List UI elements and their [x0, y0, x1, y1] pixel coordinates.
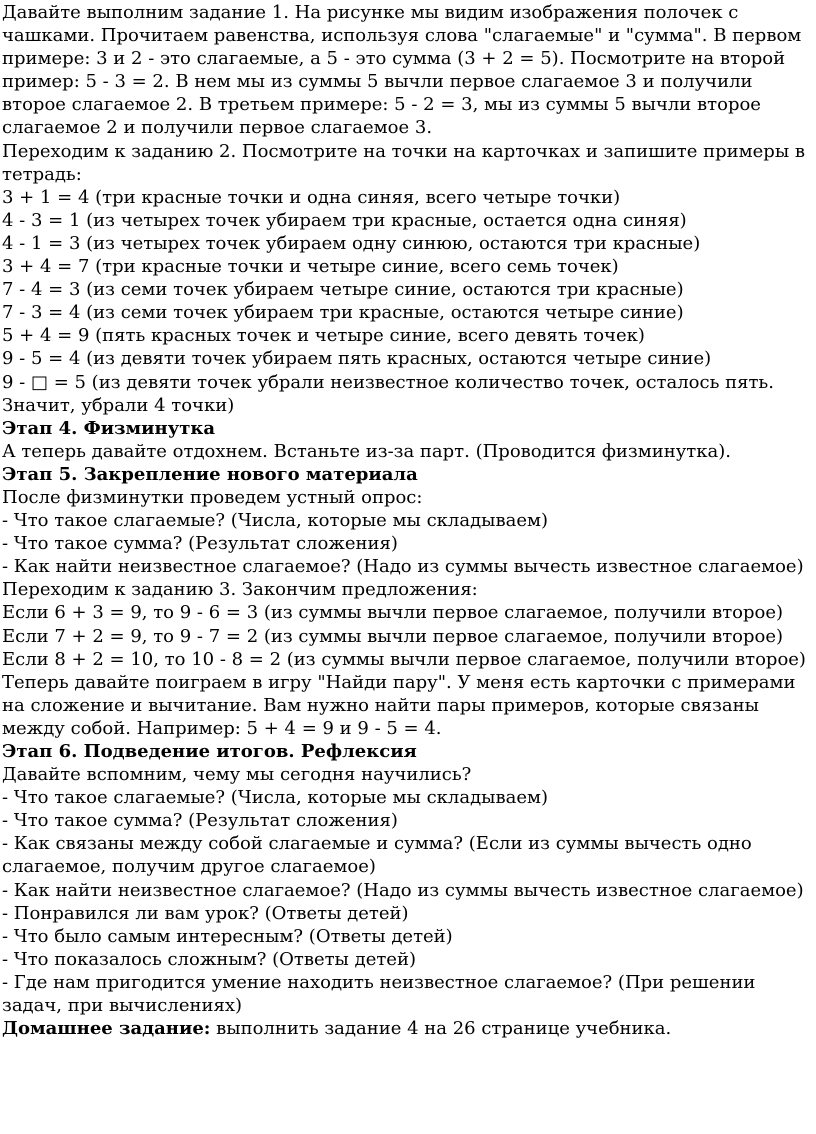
task2-example: 9 - 5 = 4 (из девяти точек убираем пять красных, остаются четыре синие)	[2, 348, 712, 370]
stage6-intro: Давайте вспомним, чему мы сегодня научились?	[2, 764, 472, 786]
stage6-question: - Где нам пригодится умение находить неизвестное слагаемое? (При решении задач, при вычислениях)	[2, 971, 756, 1017]
task3-item: Если 8 + 2 = 10, то 10 - 8 = 2 (из суммы вычли первое слагаемое, получили второе)	[2, 648, 806, 670]
stage4-text: А теперь давайте отдохнем. Встаньте из-за парт. (Проводится физминутка).	[2, 440, 731, 462]
game-text: Теперь давайте поиграем в игру "Найди пару". У меня есть карточки с примерами на сложение и вычитание. Вам нужно найти пары примеров, которые связаны между собой. Например: 5 + 4 = 9 и 9 - 5 = 4.	[2, 671, 796, 739]
homework	[2, 1017, 808, 1040]
stage6-question: - Что такое сумма? (Результат сложения)	[2, 810, 398, 832]
stage5-question: - Что такое сумма? (Результат сложения)	[2, 533, 398, 555]
task3-item: Если 7 + 2 = 9, то 9 - 7 = 2 (из суммы вычли первое слагаемое, получили второе)	[2, 625, 784, 647]
homework-label: Домашнее задание:	[2, 1018, 211, 1040]
task2-example: 4 - 3 = 1 (из четырех точек убираем три красные, остается одна синяя)	[2, 209, 687, 231]
task2-example: 5 + 4 = 9 (пять красных точек и четыре синие, всего девять точек)	[2, 325, 645, 347]
task2-example: 7 - 4 = 3 (из семи точек убираем четыре синие, остаются три красные)	[2, 279, 684, 301]
paragraph-task1: Давайте выполним задание 1. На рисунке мы видим изображения полочек с чашками. Прочитаем равенства, используя слова "слагаемые" и "сумма". В первом примере: 3 и 2 - это слагаемые, а 5 - это сумма (3 + 2 = 5). Посмотрите на второй пример: 5 - 3 = 2. В нем мы из суммы 5 вычли первое слагаемое 3 и получили второе слагаемое 2. В третьем примере: 5 - 2 = 3, мы из суммы 5 вычли второе слагаемое 2 и получили первое слагаемое 3.	[2, 2, 802, 139]
stage5-question: - Как найти неизвестное слагаемое? (Надо из суммы вычесть известное слагаемое)	[2, 556, 804, 578]
task2-example: 3 + 1 = 4 (три красные точки и одна синяя, всего четыре точки)	[2, 186, 621, 208]
stage6-question: - Что такое слагаемые? (Числа, которые мы складываем)	[2, 787, 549, 809]
task2-example: 9 - □ = 5 (из девяти точек убрали неизвестное количество точек, осталось пять. Значит, убрали 4 точки)	[2, 371, 774, 416]
stage4-heading: Этап 4. Физминутка	[2, 417, 216, 439]
stage6-question: - Что показалось сложным? (Ответы детей)	[2, 948, 416, 970]
stage6-heading: Этап 6. Подведение итогов. Рефлексия	[2, 741, 417, 762]
stage6-question: - Что было самым интересным? (Ответы детей)	[2, 925, 453, 947]
task3-items	[2, 601, 808, 670]
homework-text: выполнить задание 4 на 26 странице учебника.	[210, 1018, 672, 1040]
task3-intro: Переходим к заданию 3. Закончим предложения:	[2, 579, 478, 601]
task2-example: 7 - 3 = 4 (из семи точек убираем три красные, остаются четыре синие)	[2, 302, 684, 324]
task2-example: 3 + 4 = 7 (три красные точки и четыре синие, всего семь точек)	[2, 256, 619, 278]
paragraph-task2-intro: Переходим к заданию 2. Посмотрите на точки на карточках и запишите примеры в тетрадь:	[2, 140, 806, 185]
stage6-question: - Как найти неизвестное слагаемое? (Надо из суммы вычесть известное слагаемое)	[2, 879, 804, 901]
stage6-question: - Понравился ли вам урок? (Ответы детей)	[2, 902, 409, 924]
stage5-heading: Этап 5. Закрепление нового материала	[2, 463, 418, 485]
task3-item: Если 6 + 3 = 9, то 9 - 6 = 3 (из суммы вычли первое слагаемое, получили второе)	[2, 602, 784, 624]
task2-example: 4 - 1 = 3 (из четырех точек убираем одну синюю, остаются три красные)	[2, 232, 701, 254]
stage6-questions	[2, 786, 808, 1017]
stage6-question: - Как связаны между собой слагаемые и сумма? (Если из суммы вычесть одно слагаемое, получим другое слагаемое)	[2, 833, 752, 878]
stage5-intro: После физминутки проведем устный опрос:	[2, 486, 423, 508]
stage5-question: - Что такое слагаемые? (Числа, которые мы складываем)	[2, 510, 549, 532]
stage5-questions	[2, 509, 808, 578]
task2-examples-list	[2, 186, 808, 417]
